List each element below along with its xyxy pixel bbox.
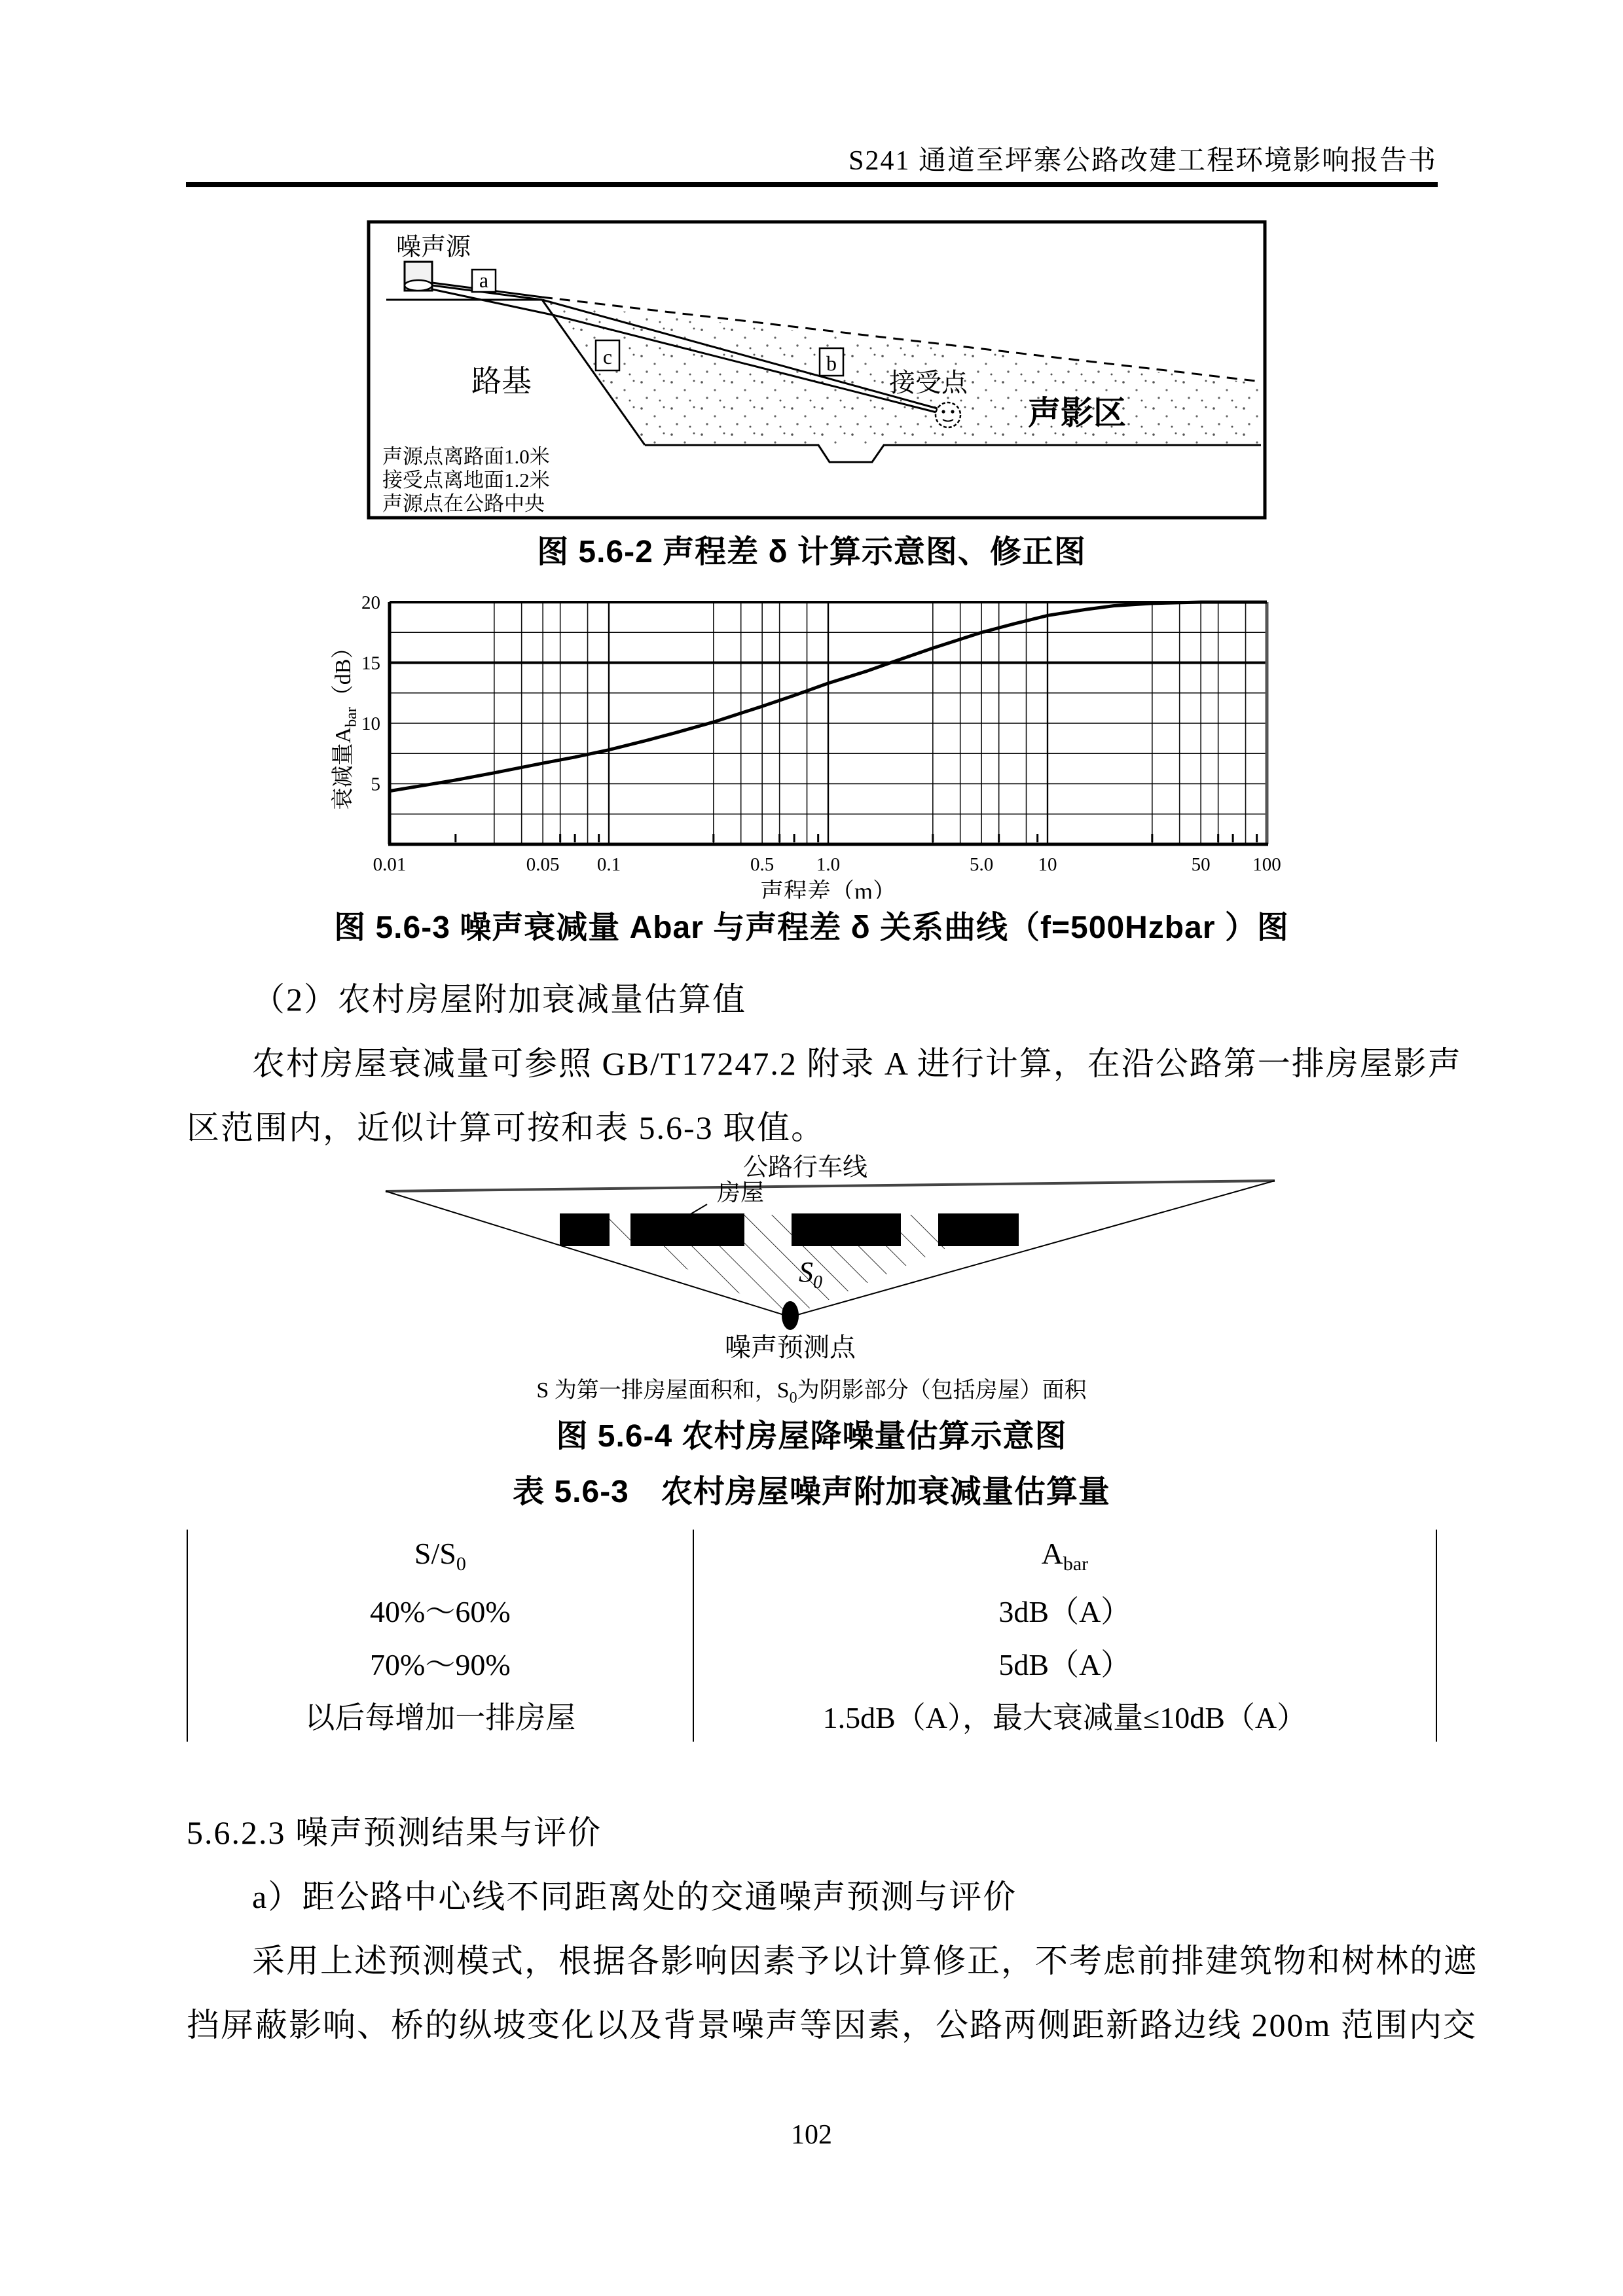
table-header-ratio: $S/S_0$ <box>187 1530 693 1583</box>
page-number: 102 <box>791 2120 832 2150</box>
x-tick-label: 50 <box>1191 854 1211 875</box>
x-tick-label: 5.0 <box>970 854 994 875</box>
table-563 <box>187 1530 1437 1742</box>
ray-b-label: b <box>826 351 837 375</box>
house-block-4 <box>938 1213 1019 1246</box>
table-row <box>187 1636 1436 1689</box>
house-block-2 <box>630 1213 744 1246</box>
figure-563-caption: 图 5.6-3 噪声衰减量 Abar 与声程差 δ 关系曲线（f=500Hzbar ）图 <box>334 910 1289 945</box>
receiver-eye-right <box>951 410 954 413</box>
x-tick-label: 0.5 <box>750 854 775 875</box>
house-attenuation-diagram <box>376 1153 1286 1372</box>
section-para-line1: 采用上述预测模式，根据各影响因素予以计算修正，不考虑前排建筑物和树林的遮 <box>252 1943 1478 1979</box>
figure-562-diagram <box>367 220 1267 523</box>
houses-label: 房屋 <box>717 1179 765 1206</box>
abar-vs-delta-chart <box>331 586 1306 899</box>
roadbed-label: 路基 <box>471 365 532 398</box>
figure-564-note: S 为第一排房屋面积和，$S_0$为阴影部分（包括房屋）面积 <box>536 1378 1087 1407</box>
houses-leader-line <box>689 1204 707 1215</box>
ratio-cell: 以后每增加一排房屋 <box>187 1689 693 1742</box>
prediction-point-label: 噪声预测点 <box>725 1333 856 1362</box>
header-rule <box>186 182 1438 187</box>
shadow-zone-label: 声影区 <box>1028 395 1126 431</box>
figure-note-line2: 接受点离地面1.2米 <box>382 469 550 492</box>
y-tick-label: 15 <box>361 653 380 674</box>
report-header-title: S241 通道至坪寨公路改建工程环境影响报告书 <box>848 146 1437 176</box>
figure-564-diagram <box>376 1153 1286 1376</box>
ratio-cell: 40%～60% <box>187 1583 693 1636</box>
figure-563-chart <box>331 586 1306 902</box>
noise-source-label: 噪声源 <box>396 234 471 261</box>
y-axis-title: 衰减量$A_{bar}(dB)$ <box>331 636 360 810</box>
x-tick-label: 100 <box>1252 854 1281 875</box>
receiver-label: 接受点 <box>889 368 968 397</box>
y-tick-label: 20 <box>361 592 380 613</box>
s0-area-label: $S_0$ <box>799 1256 822 1293</box>
noise-source-ellipse <box>405 280 432 291</box>
table-row <box>187 1583 1436 1636</box>
para-additional-heading: （2）农村房屋附加衰减量估算值 <box>252 981 746 1018</box>
receiver-point-icon <box>936 403 960 427</box>
attenuation-table <box>187 1530 1437 1742</box>
ray-a-label: a <box>479 268 489 292</box>
ray-c-label: c <box>602 345 613 368</box>
figure-562-caption: 图 5.6-2 声程差 δ 计算示意图、修正图 <box>537 535 1086 569</box>
x-tick-label: 0.05 <box>526 854 560 875</box>
table-header-row <box>187 1530 1436 1583</box>
x-axis-title: 声程差（m） <box>759 878 897 899</box>
receiver-eye-left <box>941 410 945 413</box>
figure-564-caption: 图 5.6-4 农村房屋降噪量估算示意图 <box>556 1419 1067 1454</box>
house-block-3 <box>792 1213 901 1246</box>
section-heading: 5.6.2.3 噪声预测结果与评价 <box>187 1814 602 1851</box>
x-tick-label: 1.0 <box>816 854 841 875</box>
table-563-title: 表 5.6-3 农村房屋噪声附加衰减量估算量 <box>513 1475 1110 1509</box>
figure-note-line1: 声源点离路面1.0米 <box>382 445 550 468</box>
x-tick-label: 0.1 <box>596 854 621 875</box>
x-tick-label: 0.01 <box>373 854 407 875</box>
house-block-1 <box>560 1213 610 1246</box>
ratio-cell: 70%～90% <box>187 1636 693 1689</box>
noise-path-diagram <box>367 220 1267 520</box>
figure-note-line3: 声源点在公路中央 <box>382 492 545 515</box>
abar-cell: 3dB（A） <box>693 1583 1436 1636</box>
x-tick-label: 10 <box>1038 854 1057 875</box>
section-item-a: a）距公路中心线不同距离处的交通噪声预测与评价 <box>252 1878 1017 1915</box>
table-row <box>187 1689 1436 1742</box>
abar-cell: 5dB（A） <box>693 1636 1436 1689</box>
road-line-label: 公路行车线 <box>742 1154 868 1181</box>
y-tick-label: 5 <box>371 774 380 795</box>
section-para-line2: 挡屏蔽影响、桥的纵坡变化以及背景噪声等因素，公路两侧距新路边线 200m 范围内交 <box>187 2007 1477 2043</box>
y-tick-label: 10 <box>361 713 380 734</box>
abar-cell: 1.5dB（A），最大衰减量≤10dB（A） <box>693 1689 1436 1742</box>
road-driving-line <box>386 1181 1275 1191</box>
prediction-point-dot <box>782 1301 799 1330</box>
para-additional-line2: 区范围内，近似计算可按和表 5.6-3 取值。 <box>187 1109 826 1146</box>
para-additional-line1: 农村房屋衰减量可参照 GB/T17247.2 附录 A 进行计算，在沿公路第一排房屋影声 <box>252 1045 1462 1082</box>
table-header-abar: $A_{bar}$ <box>693 1530 1436 1583</box>
